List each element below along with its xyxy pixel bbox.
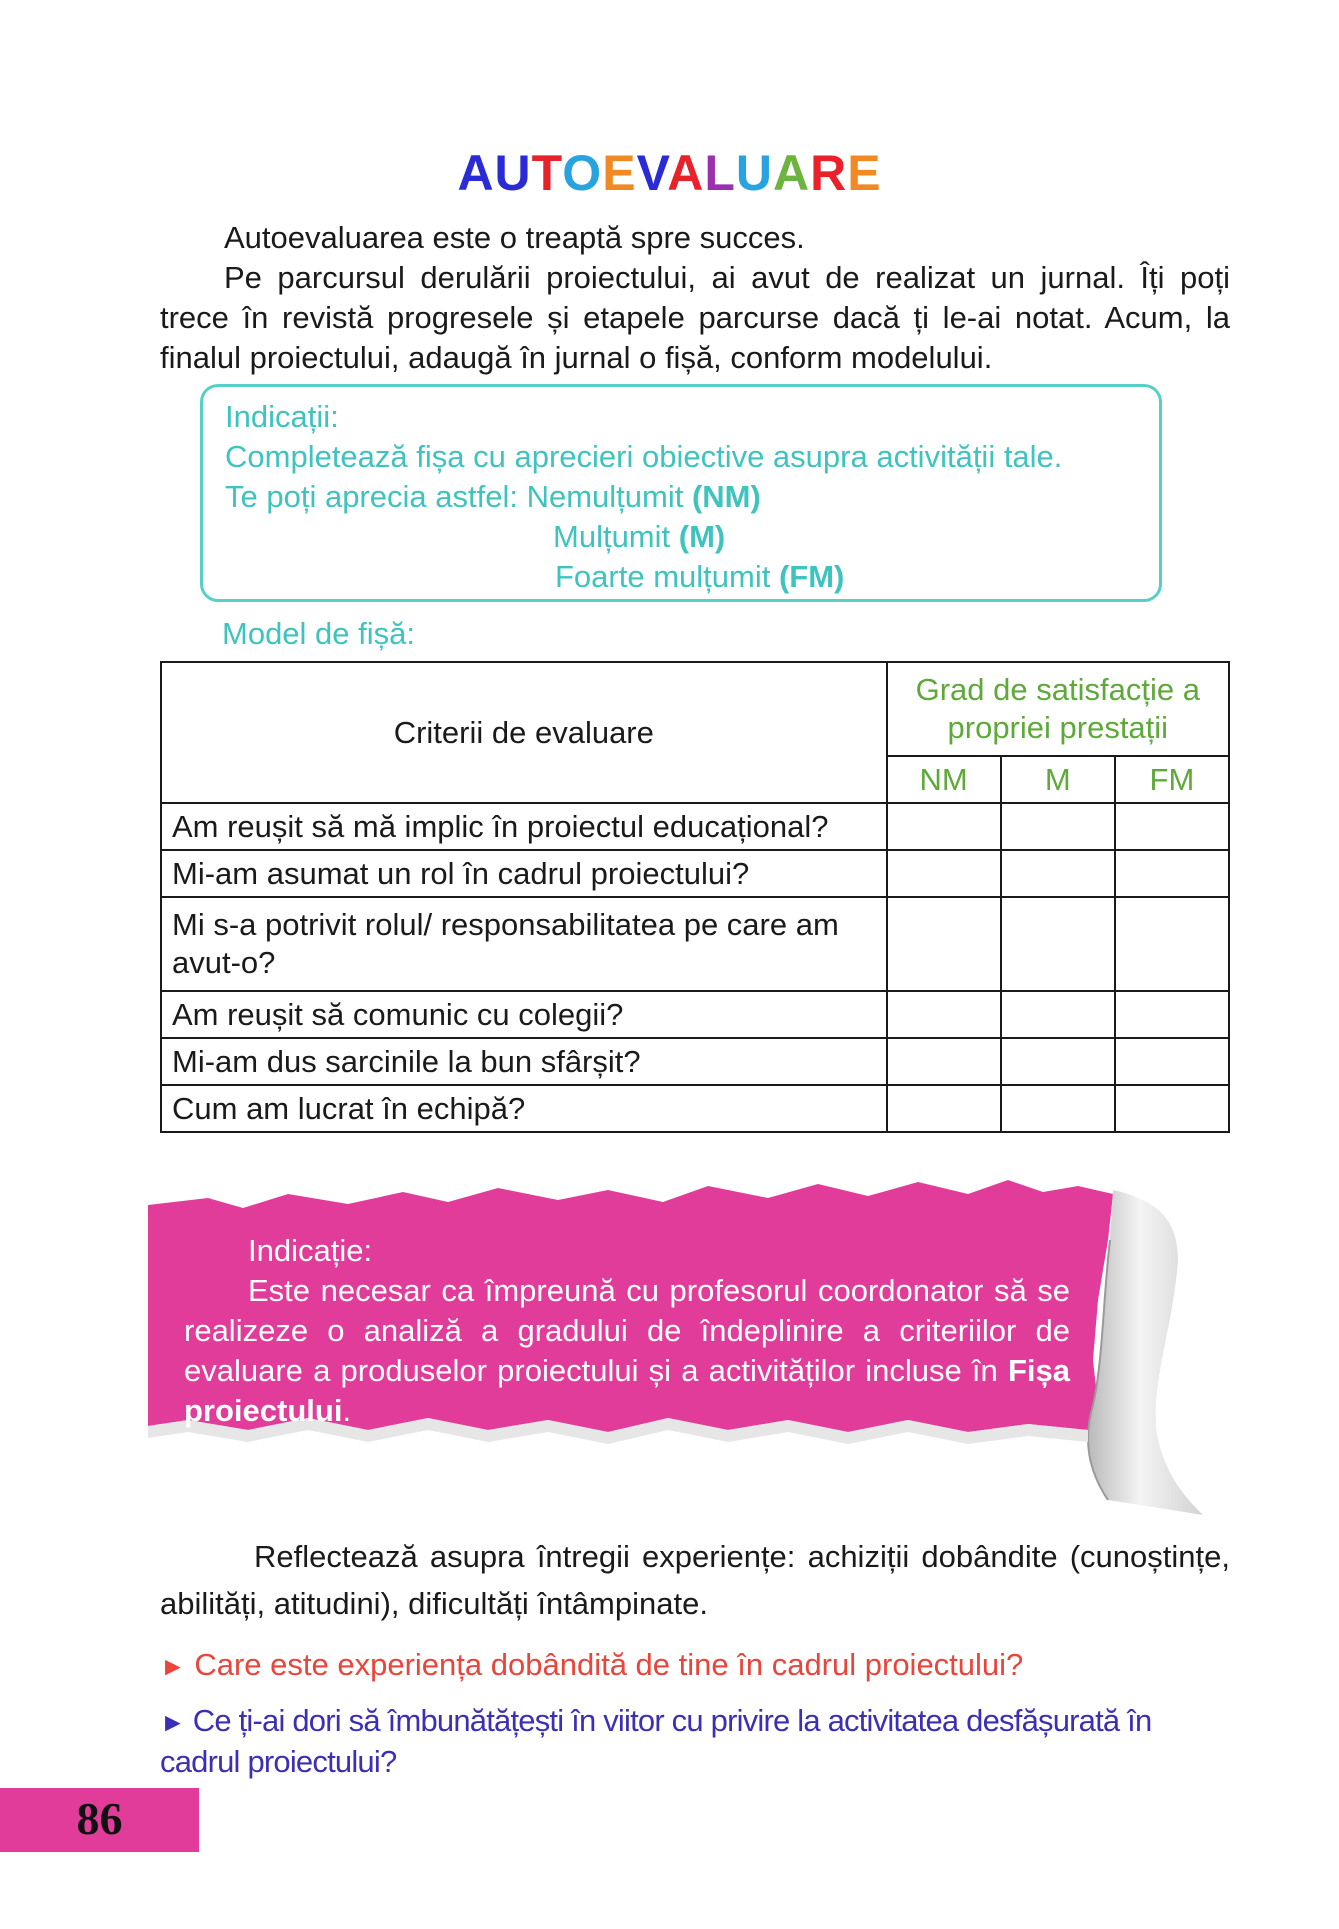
rating-nm-abbr: (NM) (691, 479, 761, 514)
right-triangle-icon: ► (160, 1651, 186, 1681)
criterion-cell: Cum am lucrat în echipă? (161, 1085, 887, 1132)
title-letter: R (810, 145, 848, 201)
rating-cell-fm[interactable] (1115, 1085, 1229, 1132)
question-2-text: Ce ți-ai dori să îmbunătățești în viitor cu privire la activitatea desfășurată în cadrul proiectului? (160, 1703, 1152, 1779)
column-fm: FM (1115, 756, 1229, 803)
indications-line-2 (225, 477, 761, 517)
satisfaction-header: Grad de satisfacție a propriei prestații (887, 662, 1229, 756)
table-row (161, 803, 1229, 850)
rating-cell-fm[interactable] (1115, 803, 1229, 850)
title-letter: L (704, 145, 736, 201)
question-1 (160, 1645, 1023, 1686)
banner-body (184, 1271, 1070, 1431)
table-row (161, 1085, 1229, 1132)
rating-cell-nm[interactable] (887, 991, 1001, 1038)
rating-fm (555, 557, 844, 597)
rating-cell-m[interactable] (1001, 1038, 1115, 1085)
rating-cell-m[interactable] (1001, 991, 1115, 1038)
rating-m-text: Mulțumit (553, 519, 679, 554)
banner-body-text: Este necesar ca împreună cu profesorul coordonator să se realizeze o analiză a gradului de îndeplinire a criteriilor de evaluare a produselor proiectului și a activităților incluse în (184, 1273, 1070, 1388)
criteria-header: Criterii de evaluare (161, 662, 887, 803)
criterion-cell: Mi-am asumat un rol în cadrul proiectului? (161, 850, 887, 897)
title-letter: A (667, 145, 705, 201)
intro-text (160, 218, 1230, 378)
rating-cell-nm[interactable] (887, 897, 1001, 991)
evaluation-table (160, 661, 1230, 1133)
title-letter: V (636, 145, 668, 201)
table-row (161, 1038, 1229, 1085)
rating-cell-nm[interactable] (887, 850, 1001, 897)
title-letter: T (531, 145, 563, 201)
rating-cell-m[interactable] (1001, 803, 1115, 850)
rating-nm-text: Nemulțumit (526, 479, 692, 514)
indications-line-1: Completează fișa cu aprecieri obiective asupra activității tale. (225, 439, 1063, 474)
column-nm: NM (887, 756, 1001, 803)
indications-heading: Indicații: (225, 399, 339, 434)
indications-box (200, 384, 1162, 602)
criterion-cell: Am reușit să mă implic în proiectul educațional? (161, 803, 887, 850)
title-letter: E (602, 145, 637, 201)
rating-cell-nm[interactable] (887, 1038, 1001, 1085)
criterion-cell: Mi-am dus sarcinile la bun sfârșit? (161, 1038, 887, 1085)
title-letter: O (562, 145, 603, 201)
rating-m (553, 517, 725, 557)
rating-cell-nm[interactable] (887, 803, 1001, 850)
rating-fm-abbr: (FM) (778, 559, 845, 594)
reflection-paragraph: Reflectează asupra întregii experiențe: achiziții dobândite (cunoștințe, abilități, atitudini), dificultăți întâmpinate. (160, 1539, 1230, 1621)
right-triangle-icon: ► (160, 1707, 185, 1737)
banner-bold: Fișa proiectului (184, 1353, 1070, 1428)
rating-cell-m[interactable] (1001, 897, 1115, 991)
table-row (161, 850, 1229, 897)
table-row (161, 897, 1229, 991)
intro-paragraph-1: Autoevaluarea este o treaptă spre succes. (224, 220, 805, 255)
page-title (0, 143, 1339, 203)
intro-paragraph-2: Pe parcursul derulării proiectului, ai avut de realizat un jurnal. Îți poți trece în revistă progresele și etapele parcurse dacă ți le-ai notat. Acum, la finalul proiectului, adaugă în jurnal o fișă, conform modelului. (160, 260, 1230, 375)
rating-cell-fm[interactable] (1115, 850, 1229, 897)
rating-cell-nm[interactable] (887, 1085, 1001, 1132)
title-letter: E (847, 145, 882, 201)
question-1-text: Care este experiența dobândită de tine în cadrul proiectului? (194, 1647, 1024, 1682)
rating-cell-fm[interactable] (1115, 1038, 1229, 1085)
title-letter: A (457, 145, 495, 201)
rating-cell-m[interactable] (1001, 1085, 1115, 1132)
criterion-cell: Am reușit să comunic cu colegii? (161, 991, 887, 1038)
rating-m-abbr: (M) (678, 519, 726, 554)
title-letter: U (494, 145, 532, 201)
rating-cell-m[interactable] (1001, 850, 1115, 897)
banner-end: . (342, 1393, 352, 1428)
question-2 (160, 1701, 1230, 1782)
reflection-text (160, 1533, 1230, 1627)
title-letter: A (772, 145, 811, 201)
indications-prefix: Te poți aprecia astfel: (225, 479, 527, 514)
rating-fm-text: Foarte mulțumit (555, 559, 779, 594)
page-number: 86 (76, 1793, 123, 1844)
model-label: Model de fișă: (222, 616, 415, 651)
banner-text (184, 1231, 1070, 1431)
rating-cell-fm[interactable] (1115, 897, 1229, 991)
banner-heading: Indicație: (248, 1233, 373, 1268)
criterion-cell: Mi s-a potrivit rolul/ responsabilitatea pe care am avut-o? (161, 897, 887, 991)
table-row (161, 991, 1229, 1038)
column-m: M (1001, 756, 1115, 803)
title-letter: U (735, 145, 773, 201)
rating-cell-fm[interactable] (1115, 991, 1229, 1038)
